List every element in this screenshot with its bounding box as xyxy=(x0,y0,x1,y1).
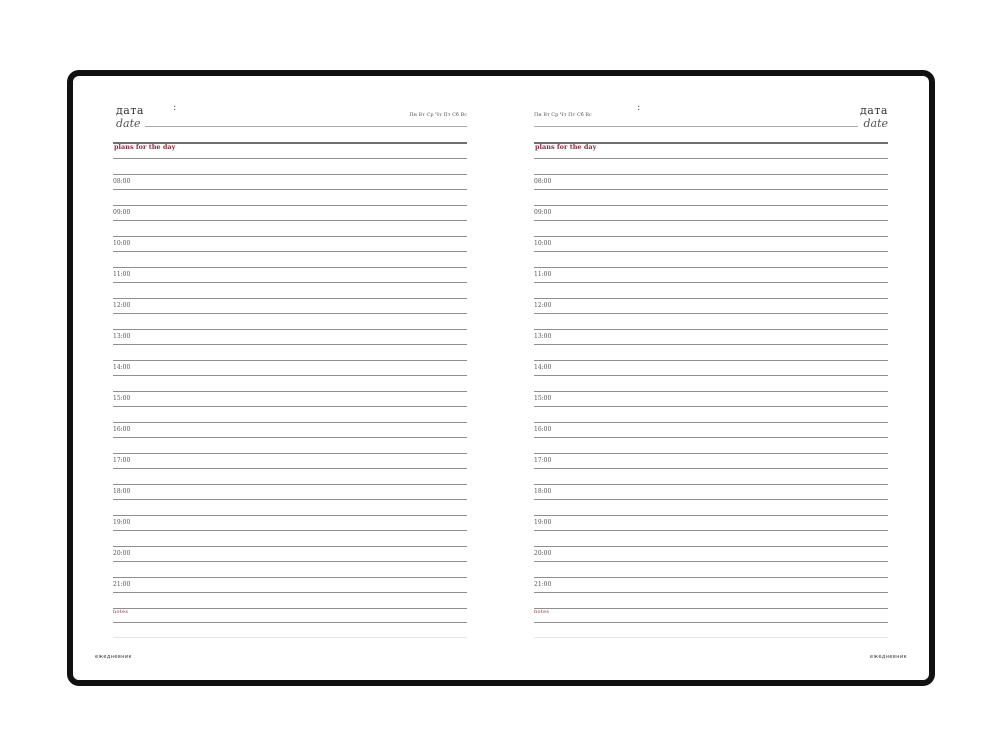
half-hour-line xyxy=(113,592,467,593)
time-label: 15:00 xyxy=(534,395,552,402)
date-colon: : xyxy=(637,102,641,113)
half-hour-line xyxy=(534,406,888,407)
time-label: 12:00 xyxy=(534,302,552,309)
time-label: 19:00 xyxy=(113,519,131,526)
notes-line xyxy=(534,622,888,623)
time-label: 13:00 xyxy=(113,333,131,340)
time-label: 08:00 xyxy=(113,178,131,185)
half-hour-line xyxy=(534,592,888,593)
time-label: 19:00 xyxy=(534,519,552,526)
time-label: 08:00 xyxy=(534,178,552,185)
date-label-en: date xyxy=(863,117,888,130)
plans-line xyxy=(113,158,467,159)
time-label: 10:00 xyxy=(534,240,552,247)
date-label-ru: дата xyxy=(116,104,144,117)
half-hour-line xyxy=(534,468,888,469)
hour-line xyxy=(534,267,888,268)
time-label: 21:00 xyxy=(534,581,552,588)
time-label: 10:00 xyxy=(113,240,131,247)
half-hour-line xyxy=(534,437,888,438)
half-hour-line xyxy=(113,189,467,190)
time-label: 16:00 xyxy=(113,426,131,433)
hour-line xyxy=(113,298,467,299)
half-hour-line xyxy=(534,189,888,190)
hour-line xyxy=(113,205,467,206)
time-label: 16:00 xyxy=(534,426,552,433)
notes-label: notes xyxy=(113,609,129,615)
half-hour-line xyxy=(534,499,888,500)
date-header xyxy=(534,104,888,144)
half-hour-line xyxy=(113,344,467,345)
half-hour-line xyxy=(113,282,467,283)
half-hour-line xyxy=(534,375,888,376)
date-label-en: date xyxy=(116,117,141,130)
half-hour-line xyxy=(113,561,467,562)
time-label: 17:00 xyxy=(534,457,552,464)
hour-line xyxy=(113,422,467,423)
hour-line xyxy=(534,577,888,578)
time-label: 17:00 xyxy=(113,457,131,464)
plans-line xyxy=(534,158,888,159)
hour-line xyxy=(113,360,467,361)
planner-spread xyxy=(67,70,935,686)
notes-bottom-line xyxy=(534,637,888,638)
hour-line xyxy=(534,515,888,516)
left-page xyxy=(113,76,467,680)
date-line xyxy=(145,126,467,127)
notes-line xyxy=(113,622,467,623)
notes-label: notes xyxy=(534,609,550,615)
hour-line xyxy=(113,577,467,578)
notes-top-line xyxy=(534,608,888,609)
half-hour-line xyxy=(534,561,888,562)
hour-line xyxy=(113,546,467,547)
hour-line xyxy=(534,329,888,330)
hour-line xyxy=(113,453,467,454)
time-label: 09:00 xyxy=(113,209,131,216)
date-label-ru: дата xyxy=(860,104,888,117)
hour-line xyxy=(534,205,888,206)
half-hour-line xyxy=(113,313,467,314)
brand-right: ежедневник xyxy=(870,654,907,660)
hour-line xyxy=(534,422,888,423)
weekday-labels: Пн Вт Ср Чт Пт Сб Вс xyxy=(409,112,467,118)
hour-line xyxy=(534,484,888,485)
plans-label: plans for the day xyxy=(535,143,597,151)
date-line xyxy=(534,126,858,127)
time-label: 18:00 xyxy=(534,488,552,495)
hour-line xyxy=(534,360,888,361)
date-colon: : xyxy=(173,102,177,113)
hour-line xyxy=(113,267,467,268)
half-hour-line xyxy=(113,499,467,500)
hour-line xyxy=(534,236,888,237)
half-hour-line xyxy=(113,375,467,376)
right-page xyxy=(534,76,888,680)
plans-label: plans for the day xyxy=(114,143,176,151)
half-hour-line xyxy=(534,251,888,252)
brand-left: ежедневник xyxy=(95,654,132,660)
hour-line xyxy=(113,236,467,237)
notes-bottom-line xyxy=(113,637,467,638)
time-label: 20:00 xyxy=(534,550,552,557)
hour-line xyxy=(534,546,888,547)
time-label: 15:00 xyxy=(113,395,131,402)
notes-top-line xyxy=(113,608,467,609)
half-hour-line xyxy=(534,282,888,283)
time-label: 11:00 xyxy=(534,271,552,278)
time-label: 11:00 xyxy=(113,271,131,278)
half-hour-line xyxy=(534,313,888,314)
hour-line xyxy=(113,391,467,392)
date-header xyxy=(113,104,467,144)
time-label: 13:00 xyxy=(534,333,552,340)
hour-line xyxy=(534,298,888,299)
hour-line xyxy=(113,174,467,175)
half-hour-line xyxy=(113,530,467,531)
half-hour-line xyxy=(534,344,888,345)
hour-line xyxy=(113,484,467,485)
time-label: 18:00 xyxy=(113,488,131,495)
time-label: 12:00 xyxy=(113,302,131,309)
hour-line xyxy=(534,391,888,392)
time-label: 20:00 xyxy=(113,550,131,557)
half-hour-line xyxy=(113,468,467,469)
half-hour-line xyxy=(113,251,467,252)
half-hour-line xyxy=(113,406,467,407)
hour-line xyxy=(534,453,888,454)
time-label: 14:00 xyxy=(534,364,552,371)
time-label: 21:00 xyxy=(113,581,131,588)
half-hour-line xyxy=(534,530,888,531)
half-hour-line xyxy=(534,220,888,221)
half-hour-line xyxy=(113,220,467,221)
time-label: 09:00 xyxy=(534,209,552,216)
hour-line xyxy=(113,329,467,330)
hour-line xyxy=(534,174,888,175)
weekday-labels: Пн Вт Ср Чт Пт Сб Вс xyxy=(534,112,592,118)
half-hour-line xyxy=(113,437,467,438)
time-label: 14:00 xyxy=(113,364,131,371)
hour-line xyxy=(113,515,467,516)
